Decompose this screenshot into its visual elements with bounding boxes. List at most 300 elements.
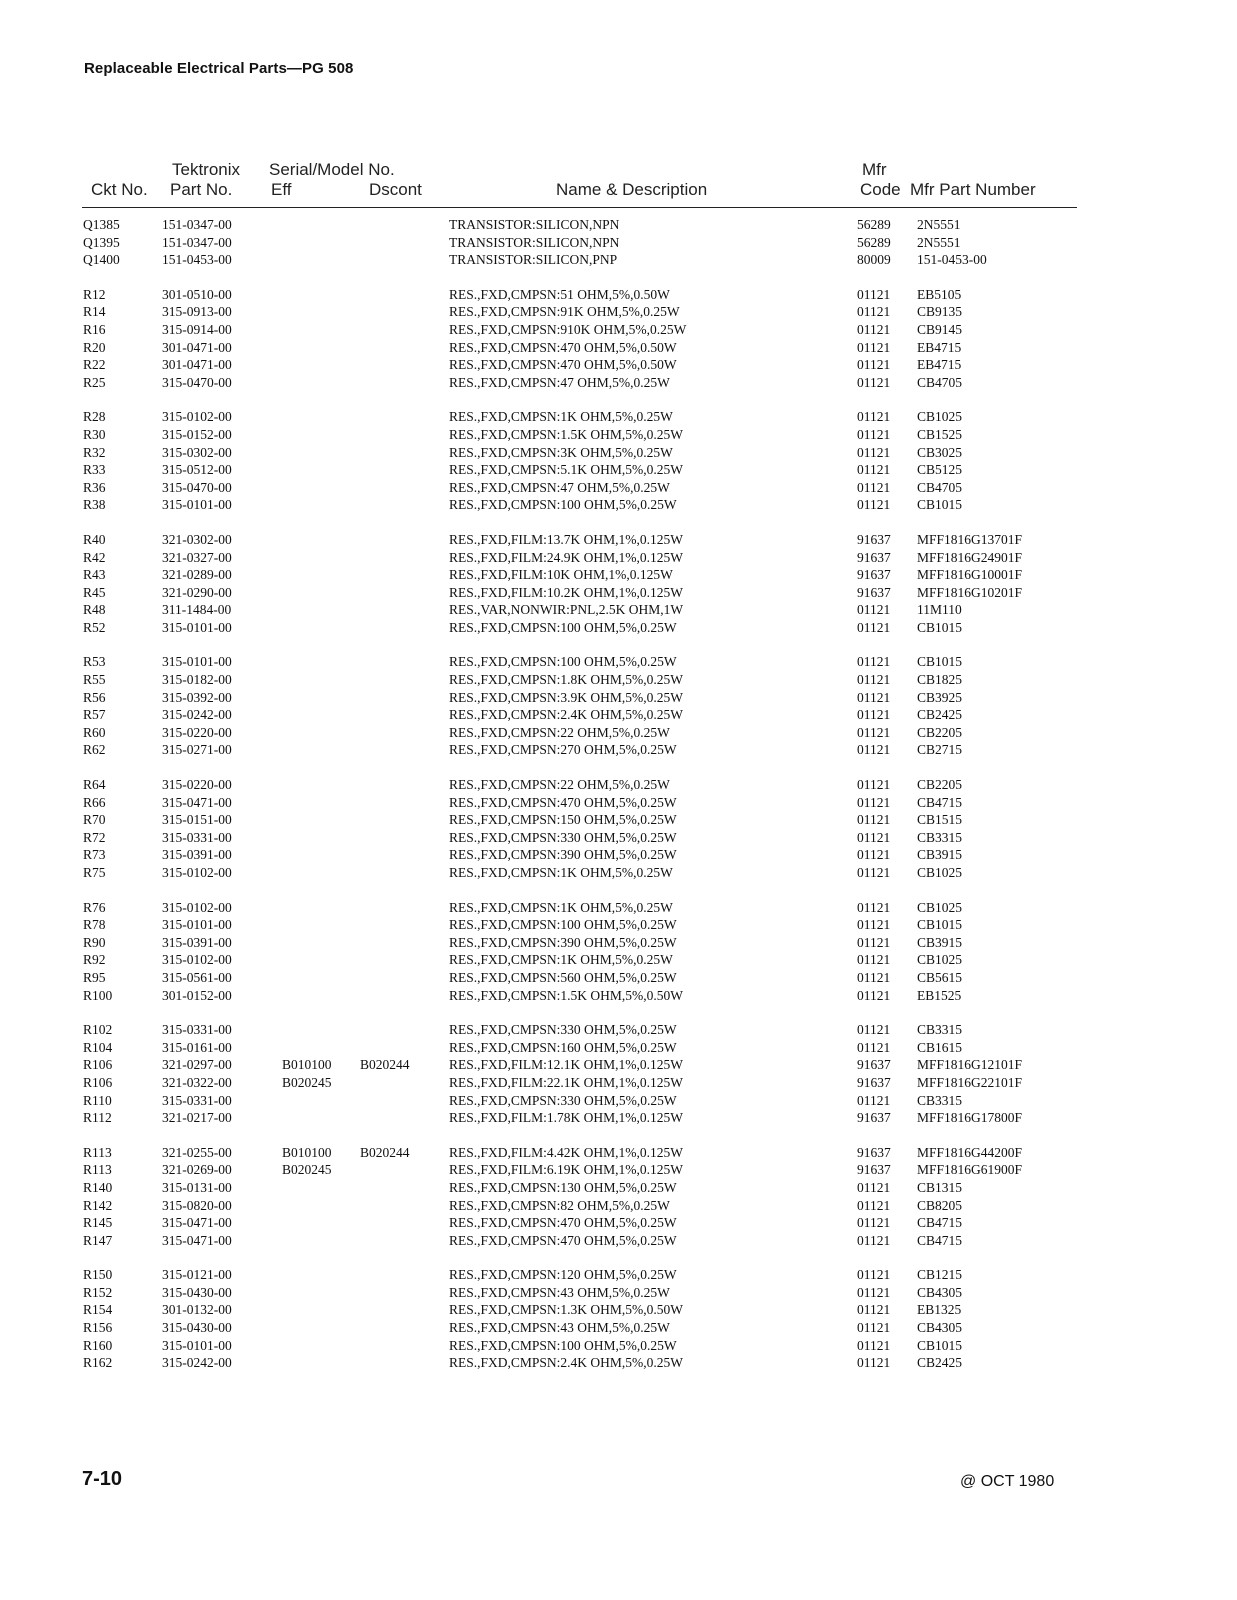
description-cell: RES.,FXD,CMPSN:120 OHM,5%,0.25W (449, 1267, 677, 1283)
table-row (0, 322, 1237, 340)
mfr-part-number-cell: CB3925 (917, 689, 963, 705)
mfr-part-number-cell: CB3315 (917, 1092, 963, 1108)
table-row (0, 1022, 1237, 1040)
table-row (0, 742, 1237, 760)
mfr-part-number-cell: CB4705 (917, 479, 963, 495)
mfr-code-cell: 01121 (857, 724, 891, 740)
part-no-cell: 315-0331-00 (162, 829, 232, 845)
mfr-code-cell: 01121 (857, 742, 891, 758)
mfr-part-number-cell: 2N5551 (917, 234, 961, 250)
ckt-no-cell: R140 (83, 1179, 113, 1195)
table-row (0, 1233, 1237, 1251)
part-no-cell: 315-0242-00 (162, 1355, 232, 1371)
mfr-code-cell: 01121 (857, 444, 891, 460)
mfr-code-cell: 91637 (857, 1162, 891, 1178)
mfr-part-number-cell: MFF1816G17800F (917, 1110, 1023, 1126)
part-no-cell: 311-1484-00 (162, 602, 232, 618)
mfr-part-number-cell: CB1615 (917, 1039, 963, 1055)
mfr-part-number-cell: CB4715 (917, 794, 963, 810)
table-row (0, 287, 1237, 305)
part-no-cell: 151-0453-00 (162, 252, 232, 268)
mfr-part-number-cell: EB1525 (917, 987, 962, 1003)
table-row (0, 235, 1237, 253)
description-cell: RES.,FXD,CMPSN:5.1K OHM,5%,0.25W (449, 462, 684, 478)
mfr-code-cell: 01121 (857, 689, 891, 705)
col-serial-model: Serial/Model No. (269, 160, 395, 179)
eff-cell: B010100 (282, 1144, 332, 1160)
table-row (0, 252, 1237, 270)
part-no-cell: 321-0289-00 (162, 567, 232, 583)
description-cell: TRANSISTOR:SILICON,NPN (449, 217, 620, 232)
ckt-no-cell: R22 (83, 357, 106, 373)
part-no-cell: 315-0302-00 (162, 444, 232, 460)
table-row (0, 602, 1237, 620)
column-headers (0, 160, 1237, 210)
table-row (0, 1215, 1237, 1233)
ckt-no-cell: R38 (83, 497, 106, 513)
row-group (0, 217, 1237, 270)
mfr-code-cell: 01121 (857, 865, 891, 880)
description-cell: RES.,FXD,CMPSN:270 OHM,5%,0.25W (449, 742, 677, 758)
ckt-no-cell: Q1385 (83, 217, 120, 232)
part-no-cell: 301-0510-00 (162, 286, 232, 302)
ckt-no-cell: R102 (83, 1022, 113, 1038)
table-row (0, 304, 1237, 322)
mfr-part-number-cell: 2N5551 (917, 217, 961, 232)
ckt-no-cell: R92 (83, 952, 106, 968)
mfr-part-number-cell: CB3025 (917, 444, 963, 460)
mfr-code-cell: 01121 (857, 1197, 891, 1213)
ckt-no-cell: R53 (83, 654, 106, 670)
mfr-part-number-cell: CB3315 (917, 829, 963, 845)
part-no-cell: 321-0269-00 (162, 1162, 232, 1178)
table-row (0, 567, 1237, 585)
description-cell: RES.,FXD,CMPSN:1K OHM,5%,0.25W (449, 409, 673, 425)
description-cell: RES.,FXD,CMPSN:1.8K OHM,5%,0.25W (449, 672, 684, 688)
ckt-no-cell: R14 (83, 304, 106, 320)
mfr-part-number-cell: MFF1816G13701F (917, 531, 1023, 547)
part-no-cell: 315-0430-00 (162, 1320, 232, 1336)
table-row (0, 970, 1237, 988)
description-cell: RES.,FXD,FILM:12.1K OHM,1%,0.125W (449, 1057, 684, 1073)
part-no-cell: 321-0297-00 (162, 1057, 232, 1073)
table-row (0, 952, 1237, 970)
mfr-code-cell: 01121 (857, 707, 891, 723)
part-no-cell: 315-0182-00 (162, 672, 232, 688)
mfr-code-cell: 01121 (857, 426, 891, 442)
ckt-no-cell: R55 (83, 672, 106, 688)
row-group (0, 409, 1237, 515)
part-no-cell: 315-0152-00 (162, 426, 232, 442)
mfr-part-number-cell: CB1025 (917, 865, 963, 880)
mfr-part-number-cell: CB1025 (917, 952, 963, 968)
col-name-description: Name & Description (556, 180, 708, 199)
mfr-code-cell: 91637 (857, 531, 891, 547)
table-row (0, 1145, 1237, 1163)
ckt-no-cell: R45 (83, 584, 106, 600)
description-cell: RES.,VAR,NONWIR:PNL,2.5K OHM,1W (449, 602, 684, 618)
description-cell: RES.,FXD,CMPSN:470 OHM,5%,0.25W (449, 794, 677, 810)
description-cell: RES.,FXD,CMPSN:100 OHM,5%,0.25W (449, 654, 677, 670)
description-cell: RES.,FXD,CMPSN:22 OHM,5%,0.25W (449, 777, 670, 793)
mfr-code-cell: 01121 (857, 602, 891, 618)
table-row (0, 1162, 1237, 1180)
ckt-no-cell: R113 (83, 1162, 112, 1178)
eff-cell: B010100 (282, 1057, 332, 1073)
mfr-part-number-cell: CB1525 (917, 426, 963, 442)
description-cell: TRANSISTOR:SILICON,PNP (449, 252, 618, 268)
mfr-code-cell: 01121 (857, 829, 891, 845)
row-group (0, 654, 1237, 760)
description-cell: RES.,FXD,CMPSN:470 OHM,5%,0.25W (449, 1215, 677, 1231)
col-code: Code (860, 180, 901, 199)
table-row (0, 1267, 1237, 1285)
ckt-no-cell: R48 (83, 602, 106, 618)
mfr-code-cell: 01121 (857, 934, 891, 950)
description-cell: RES.,FXD,FILM:22.1K OHM,1%,0.125W (449, 1074, 684, 1090)
table-row (0, 1075, 1237, 1093)
mfr-part-number-cell: CB3315 (917, 1022, 963, 1038)
mfr-code-cell: 91637 (857, 1074, 891, 1090)
mfr-code-cell: 01121 (857, 1320, 891, 1336)
mfr-code-cell: 01121 (857, 1092, 891, 1108)
mfr-code-cell: 01121 (857, 479, 891, 495)
part-no-cell: 301-0132-00 (162, 1302, 232, 1318)
table-row (0, 1302, 1237, 1320)
page-number: 7-10 (82, 1468, 123, 1490)
col-tektronix: Tektronix (172, 160, 241, 179)
ckt-no-cell: R156 (83, 1320, 113, 1336)
ckt-no-cell: R75 (83, 865, 106, 880)
col-part-no: Part No. (170, 180, 233, 199)
part-no-cell: 301-0471-00 (162, 339, 232, 355)
mfr-code-cell: 01121 (857, 917, 891, 933)
table-row (0, 1093, 1237, 1111)
mfr-code-cell: 01121 (857, 1022, 891, 1038)
part-no-cell: 315-0331-00 (162, 1022, 232, 1038)
mfr-part-number-cell: 11M110 (917, 602, 962, 618)
table-row (0, 409, 1237, 427)
page-title: Replaceable Electrical Parts—PG 508 (84, 60, 354, 77)
part-no-cell: 315-0331-00 (162, 1092, 232, 1108)
description-cell: RES.,FXD,CMPSN:100 OHM,5%,0.25W (449, 1337, 677, 1353)
ckt-no-cell: R147 (83, 1232, 113, 1248)
mfr-part-number-cell: CB9145 (917, 321, 963, 337)
part-no-cell: 315-0102-00 (162, 899, 232, 915)
ckt-no-cell: R152 (83, 1284, 113, 1300)
parts-table (0, 217, 1237, 1390)
mfr-code-cell: 01121 (857, 1232, 891, 1248)
description-cell: RES.,FXD,CMPSN:330 OHM,5%,0.25W (449, 829, 677, 845)
mfr-code-cell: 01121 (857, 672, 891, 688)
mfr-code-cell: 01121 (857, 497, 891, 513)
table-row (0, 427, 1237, 445)
mfr-part-number-cell: CB3915 (917, 934, 963, 950)
mfr-part-number-cell: MFF1816G61900F (917, 1162, 1023, 1178)
part-no-cell: 315-0271-00 (162, 742, 232, 758)
ckt-no-cell: R162 (83, 1355, 113, 1371)
ckt-no-cell: R72 (83, 829, 106, 845)
mfr-code-cell: 01121 (857, 1267, 891, 1283)
part-no-cell: 315-0102-00 (162, 409, 232, 425)
ckt-no-cell: R76 (83, 899, 106, 915)
description-cell: RES.,FXD,CMPSN:43 OHM,5%,0.25W (449, 1320, 670, 1336)
revision-date: @ OCT 1980 (960, 1473, 1055, 1490)
mfr-part-number-cell: MFF1816G24901F (917, 549, 1023, 565)
description-cell: RES.,FXD,CMPSN:22 OHM,5%,0.25W (449, 724, 670, 740)
ckt-no-cell: R66 (83, 794, 106, 810)
table-row (0, 445, 1237, 463)
ckt-no-cell: R142 (83, 1197, 113, 1213)
ckt-no-cell: R73 (83, 847, 106, 863)
ckt-no-cell: R56 (83, 689, 106, 705)
table-row (0, 1198, 1237, 1216)
table-row (0, 707, 1237, 725)
ckt-no-cell: R154 (83, 1302, 113, 1318)
description-cell: RES.,FXD,CMPSN:51 OHM,5%,0.50W (449, 286, 670, 302)
table-row (0, 935, 1237, 953)
mfr-code-cell: 01121 (857, 987, 891, 1003)
ckt-no-cell: Q1400 (83, 252, 120, 268)
mfr-part-number-cell: MFF1816G10001F (917, 567, 1023, 583)
ckt-no-cell: Q1395 (83, 234, 120, 250)
part-no-cell: 315-0131-00 (162, 1179, 232, 1195)
table-row (0, 1110, 1237, 1128)
description-cell: RES.,FXD,FILM:1.78K OHM,1%,0.125W (449, 1110, 684, 1126)
mfr-code-cell: 01121 (857, 462, 891, 478)
description-cell: RES.,FXD,CMPSN:1K OHM,5%,0.25W (449, 899, 673, 915)
header-rule (82, 207, 1077, 208)
part-no-cell: 315-0512-00 (162, 462, 232, 478)
description-cell: RES.,FXD,CMPSN:43 OHM,5%,0.25W (449, 1284, 670, 1300)
mfr-code-cell: 91637 (857, 1110, 891, 1126)
mfr-code-cell: 01121 (857, 1039, 891, 1055)
description-cell: RES.,FXD,CMPSN:1K OHM,5%,0.25W (449, 952, 673, 968)
description-cell: RES.,FXD,CMPSN:1.5K OHM,5%,0.50W (449, 987, 684, 1003)
col-dscont: Dscont (369, 180, 422, 199)
table-row (0, 480, 1237, 498)
mfr-code-cell: 01121 (857, 1284, 891, 1300)
table-row (0, 497, 1237, 515)
mfr-code-cell: 80009 (857, 252, 891, 268)
mfr-part-number-cell: EB4715 (917, 339, 962, 355)
mfr-code-cell: 01121 (857, 1179, 891, 1195)
mfr-part-number-cell: 151-0453-00 (917, 252, 987, 268)
mfr-code-cell: 01121 (857, 1215, 891, 1231)
description-cell: RES.,FXD,CMPSN:100 OHM,5%,0.25W (449, 619, 677, 635)
mfr-part-number-cell: CB1315 (917, 1179, 963, 1195)
mfr-part-number-cell: CB1025 (917, 409, 963, 425)
table-row (0, 1040, 1237, 1058)
description-cell: RES.,FXD,CMPSN:3.9K OHM,5%,0.25W (449, 689, 684, 705)
part-no-cell: 315-0101-00 (162, 619, 232, 635)
mfr-part-number-cell: CB4715 (917, 1215, 963, 1231)
table-row (0, 462, 1237, 480)
mfr-code-cell: 01121 (857, 969, 891, 985)
dscont-cell: B020244 (360, 1057, 410, 1073)
part-no-cell: 315-0151-00 (162, 812, 232, 828)
mfr-part-number-cell: CB5615 (917, 969, 963, 985)
mfr-code-cell: 01121 (857, 286, 891, 302)
ckt-no-cell: R64 (83, 777, 106, 793)
mfr-code-cell: 01121 (857, 794, 891, 810)
table-row (0, 585, 1237, 603)
part-no-cell: 315-0220-00 (162, 777, 232, 793)
part-no-cell: 315-0471-00 (162, 794, 232, 810)
mfr-code-cell: 01121 (857, 1337, 891, 1353)
col-ckt-no: Ckt No. (91, 180, 148, 199)
table-row (0, 812, 1237, 830)
description-cell: RES.,FXD,CMPSN:3K OHM,5%,0.25W (449, 444, 673, 460)
row-group (0, 287, 1237, 393)
part-no-cell: 315-0101-00 (162, 497, 232, 513)
mfr-part-number-cell: MFF1816G12101F (917, 1057, 1023, 1073)
part-no-cell: 321-0322-00 (162, 1074, 232, 1090)
mfr-code-cell: 01121 (857, 357, 891, 373)
description-cell: RES.,FXD,CMPSN:330 OHM,5%,0.25W (449, 1022, 677, 1038)
ckt-no-cell: R60 (83, 724, 106, 740)
mfr-part-number-cell: CB9135 (917, 304, 963, 320)
part-no-cell: 315-0914-00 (162, 321, 232, 337)
part-no-cell: 151-0347-00 (162, 234, 232, 250)
part-no-cell: 315-0392-00 (162, 689, 232, 705)
part-no-cell: 315-0121-00 (162, 1267, 232, 1283)
table-row (0, 550, 1237, 568)
mfr-code-cell: 56289 (857, 217, 891, 232)
mfr-code-cell: 01121 (857, 812, 891, 828)
ckt-no-cell: R112 (83, 1110, 112, 1126)
table-row (0, 900, 1237, 918)
mfr-part-number-cell: CB2205 (917, 724, 963, 740)
mfr-code-cell: 01121 (857, 847, 891, 863)
mfr-part-number-cell: CB1015 (917, 497, 963, 513)
row-group (0, 777, 1237, 883)
part-no-cell: 315-0220-00 (162, 724, 232, 740)
part-no-cell: 315-0471-00 (162, 1215, 232, 1231)
ckt-no-cell: R36 (83, 479, 106, 495)
part-no-cell: 315-0161-00 (162, 1039, 232, 1055)
mfr-part-number-cell: CB4705 (917, 374, 963, 390)
ckt-no-cell: R90 (83, 934, 106, 950)
ckt-no-cell: R12 (83, 286, 106, 302)
table-row (0, 357, 1237, 375)
ckt-no-cell: R43 (83, 567, 106, 583)
mfr-part-number-cell: CB2715 (917, 742, 963, 758)
description-cell: RES.,FXD,CMPSN:2.4K OHM,5%,0.25W (449, 707, 684, 723)
ckt-no-cell: R110 (83, 1092, 112, 1108)
ckt-no-cell: R16 (83, 321, 106, 337)
ckt-no-cell: R42 (83, 549, 106, 565)
ckt-no-cell: R32 (83, 444, 106, 460)
mfr-code-cell: 01121 (857, 321, 891, 337)
mfr-part-number-cell: MFF1816G44200F (917, 1144, 1023, 1160)
part-no-cell: 321-0217-00 (162, 1110, 232, 1126)
table-row (0, 777, 1237, 795)
description-cell: RES.,FXD,CMPSN:160 OHM,5%,0.25W (449, 1039, 677, 1055)
mfr-code-cell: 01121 (857, 952, 891, 968)
part-no-cell: 315-0561-00 (162, 969, 232, 985)
mfr-code-cell: 91637 (857, 1057, 891, 1073)
mfr-code-cell: 01121 (857, 1302, 891, 1318)
mfr-part-number-cell: CB1015 (917, 654, 963, 670)
ckt-no-cell: R62 (83, 742, 106, 758)
mfr-part-number-cell: CB8205 (917, 1197, 963, 1213)
part-no-cell: 315-0242-00 (162, 707, 232, 723)
description-cell: RES.,FXD,FILM:10.2K OHM,1%,0.125W (449, 584, 684, 600)
description-cell: RES.,FXD,CMPSN:560 OHM,5%,0.25W (449, 969, 677, 985)
mfr-part-number-cell: MFF1816G10201F (917, 584, 1023, 600)
ckt-no-cell: R106 (83, 1074, 113, 1090)
table-row (0, 690, 1237, 708)
part-no-cell: 321-0327-00 (162, 549, 232, 565)
ckt-no-cell: R150 (83, 1267, 113, 1283)
table-row (0, 217, 1237, 235)
description-cell: RES.,FXD,CMPSN:100 OHM,5%,0.25W (449, 917, 677, 933)
mfr-code-cell: 91637 (857, 584, 891, 600)
part-no-cell: 315-0101-00 (162, 654, 232, 670)
table-row (0, 1285, 1237, 1303)
description-cell: RES.,FXD,CMPSN:470 OHM,5%,0.50W (449, 357, 677, 373)
mfr-part-number-cell: CB1215 (917, 1267, 963, 1283)
part-no-cell: 315-0101-00 (162, 1337, 232, 1353)
mfr-part-number-cell: CB1015 (917, 619, 963, 635)
description-cell: RES.,FXD,FILM:4.42K OHM,1%,0.125W (449, 1144, 684, 1160)
mfr-code-cell: 01121 (857, 374, 891, 390)
description-cell: RES.,FXD,CMPSN:390 OHM,5%,0.25W (449, 934, 677, 950)
description-cell: RES.,FXD,CMPSN:1.3K OHM,5%,0.50W (449, 1302, 684, 1318)
ckt-no-cell: R40 (83, 531, 106, 547)
row-group (0, 1267, 1237, 1373)
table-row (0, 1057, 1237, 1075)
mfr-part-number-cell: MFF1816G22101F (917, 1074, 1023, 1090)
description-cell: RES.,FXD,CMPSN:47 OHM,5%,0.25W (449, 374, 670, 390)
ckt-no-cell: R160 (83, 1337, 113, 1353)
row-group (0, 1145, 1237, 1251)
mfr-code-cell: 01121 (857, 654, 891, 670)
mfr-part-number-cell: CB4715 (917, 1232, 963, 1248)
ckt-no-cell: R100 (83, 987, 113, 1003)
part-no-cell: 315-0102-00 (162, 952, 232, 968)
row-group (0, 532, 1237, 638)
ckt-no-cell: R78 (83, 917, 106, 933)
ckt-no-cell: R70 (83, 812, 106, 828)
part-no-cell: 315-0471-00 (162, 1232, 232, 1248)
description-cell: RES.,FXD,CMPSN:470 OHM,5%,0.25W (449, 1232, 677, 1248)
table-row (0, 917, 1237, 935)
eff-cell: B020245 (282, 1074, 332, 1090)
part-no-cell: 315-0430-00 (162, 1284, 232, 1300)
ckt-no-cell: R57 (83, 707, 106, 723)
mfr-code-cell: 01121 (857, 899, 891, 915)
part-no-cell: 315-0391-00 (162, 847, 232, 863)
mfr-part-number-cell: CB3915 (917, 847, 963, 863)
table-row (0, 1320, 1237, 1338)
mfr-code-cell: 01121 (857, 619, 891, 635)
description-cell: RES.,FXD,CMPSN:330 OHM,5%,0.25W (449, 1092, 677, 1108)
ckt-no-cell: R113 (83, 1144, 112, 1160)
ckt-no-cell: R95 (83, 969, 106, 985)
mfr-part-number-cell: CB2425 (917, 707, 963, 723)
ckt-no-cell: R30 (83, 426, 106, 442)
description-cell: RES.,FXD,CMPSN:130 OHM,5%,0.25W (449, 1179, 677, 1195)
description-cell: RES.,FXD,FILM:24.9K OHM,1%,0.125W (449, 549, 684, 565)
description-cell: RES.,FXD,FILM:13.7K OHM,1%,0.125W (449, 531, 684, 547)
mfr-part-number-cell: CB2205 (917, 777, 963, 793)
table-row (0, 532, 1237, 550)
part-no-cell: 315-0101-00 (162, 917, 232, 933)
part-no-cell: 321-0290-00 (162, 584, 232, 600)
mfr-part-number-cell: CB1015 (917, 917, 963, 933)
